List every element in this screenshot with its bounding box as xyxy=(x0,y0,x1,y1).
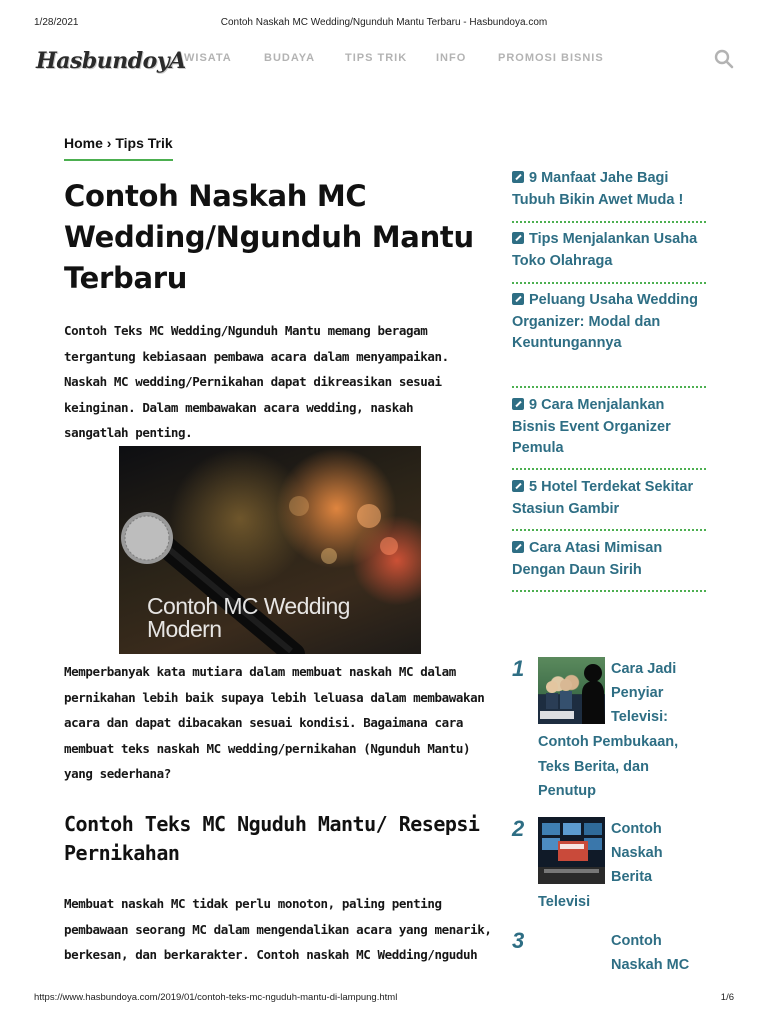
popular-title-line[interactable]: Contoh xyxy=(611,821,662,837)
sidebar-post-title: Peluang Usaha Wedding Organizer: Modal dan Keuntungannya xyxy=(512,292,698,351)
sidebar-post-link[interactable] xyxy=(512,538,706,581)
sidebar-post-item[interactable] xyxy=(512,538,706,592)
article-intro: Contoh Teks MC Wedding/Ngunduh Mantu memang beragam tergantung kebiasaan pembawa acara dalam menyampaikan. Naskah MC wedding/Pernikahan dapat dikreasikan sesuai keinginan. Dalam membawakan acara wedding, naskah sangatlah penting. xyxy=(64,323,449,440)
nav-item-tips-trik[interactable]: TIPS TRIK xyxy=(345,52,408,64)
search-icon[interactable] xyxy=(714,49,734,69)
print-title: Contoh Naskah MC Wedding/Ngunduh Mantu Terbaru - Hasbundoya.com xyxy=(220,17,548,28)
popular-rank: 3 xyxy=(512,928,525,953)
sidebar-post-item[interactable] xyxy=(512,290,706,388)
page-number: 1/6 xyxy=(720,992,734,1003)
sidebar-post-link[interactable] xyxy=(512,395,706,460)
nav-item-info[interactable]: INFO xyxy=(436,52,467,64)
popular-title-line[interactable]: Contoh xyxy=(611,933,662,949)
edit-icon xyxy=(512,480,524,492)
sidebar-post-item[interactable] xyxy=(512,395,706,470)
tv-studio-illustration xyxy=(538,817,605,884)
section-heading: Contoh Teks MC Nguduh Mantu/ Resepsi Pernikahan xyxy=(64,812,480,865)
article-image xyxy=(119,446,421,654)
print-header xyxy=(0,17,768,33)
print-url: https://www.hasbundoya.com/2019/01/contoh-teks-mc-nguduh-mantu-di-lampung.html xyxy=(34,992,398,1003)
edit-icon xyxy=(512,171,524,183)
popular-title-rest[interactable]: Contoh Pembukaan, Teks Berita, dan Penutup xyxy=(538,734,679,799)
edit-icon xyxy=(512,293,524,305)
breadcrumb-current[interactable]: Tips Trik xyxy=(115,135,173,151)
popular-thumbnail[interactable] xyxy=(538,657,605,724)
site-logo[interactable]: HasbundoyA xyxy=(36,48,186,74)
sidebar-post-item[interactable] xyxy=(512,229,706,284)
popular-title-line[interactable]: Cara Jadi xyxy=(611,661,677,677)
popular-title-line[interactable]: Naskah xyxy=(611,845,663,861)
sidebar-post-link[interactable] xyxy=(512,168,706,211)
sidebar-post-title: 9 Manfaat Jahe Bagi Tubuh Bikin Awet Muda ! xyxy=(512,170,684,208)
nav-item-budaya[interactable]: BUDAYA xyxy=(264,52,316,64)
edit-icon xyxy=(512,232,524,244)
sidebar-post-title: Tips Menjalankan Usaha Toko Olahraga xyxy=(512,231,698,269)
popular-title-rest[interactable]: Televisi xyxy=(538,894,591,910)
breadcrumb-separator: › xyxy=(102,135,116,151)
breadcrumb-home[interactable]: Home xyxy=(64,135,103,151)
edit-icon xyxy=(512,541,524,553)
sidebar-post-item[interactable] xyxy=(512,477,706,531)
print-footer xyxy=(0,992,768,1006)
sidebar-post-title: 9 Cara Menjalankan Bisnis Event Organizer Pemula xyxy=(512,397,671,456)
print-date: 1/28/2021 xyxy=(34,17,79,28)
nav-item-wisata[interactable]: WISATA xyxy=(184,52,232,64)
popular-title-line[interactable]: Televisi: xyxy=(611,709,668,725)
article-paragraph: Memperbanyak kata mutiara dalam membuat naskah MC dalam pernikahan lebih baik supaya lebih leluasa dalam membawakan acara dan dapat dibacakan sesuai kondisi. Bagaimana cara membuat teks naskah MC wedding/pernikahan (Ngunduh Mantu) yang sederhana? xyxy=(64,664,485,781)
breadcrumb xyxy=(64,135,173,161)
page-title: Contoh Naskah MC Wedding/Ngunduh Mantu Terbaru xyxy=(64,179,474,295)
sidebar-post-title: Cara Atasi Mimisan Dengan Daun Sirih xyxy=(512,540,663,578)
sidebar-post-link[interactable] xyxy=(512,229,706,272)
popular-title-line[interactable]: Penyiar xyxy=(611,685,664,701)
sidebar-post-link[interactable] xyxy=(512,290,706,355)
edit-icon xyxy=(512,398,524,410)
popular-title-line[interactable]: Berita xyxy=(611,869,653,885)
image-caption: Contoh MC Wedding Modern xyxy=(147,593,350,642)
popular-thumbnail[interactable] xyxy=(538,817,605,884)
nav-item-promosi-bisnis[interactable]: PROMOSI BISNIS xyxy=(498,52,604,64)
sidebar-post-title: 5 Hotel Terdekat Sekitar Stasiun Gambir xyxy=(512,479,694,517)
sidebar-post-link[interactable] xyxy=(512,477,706,520)
news-anchor-illustration xyxy=(538,657,605,724)
popular-rank: 1 xyxy=(512,656,525,681)
article-paragraph: Membuat naskah MC tidak perlu monoton, paling penting pembawaan seorang MC dalam mengendalikan acara yang menarik, berkesan, dan berkarakter. Contoh naskah MC Wedding/nguduh xyxy=(64,896,492,962)
popular-title-line[interactable]: Naskah MC xyxy=(611,957,690,973)
popular-rank: 2 xyxy=(512,816,525,841)
sidebar-post-item[interactable] xyxy=(512,168,706,223)
